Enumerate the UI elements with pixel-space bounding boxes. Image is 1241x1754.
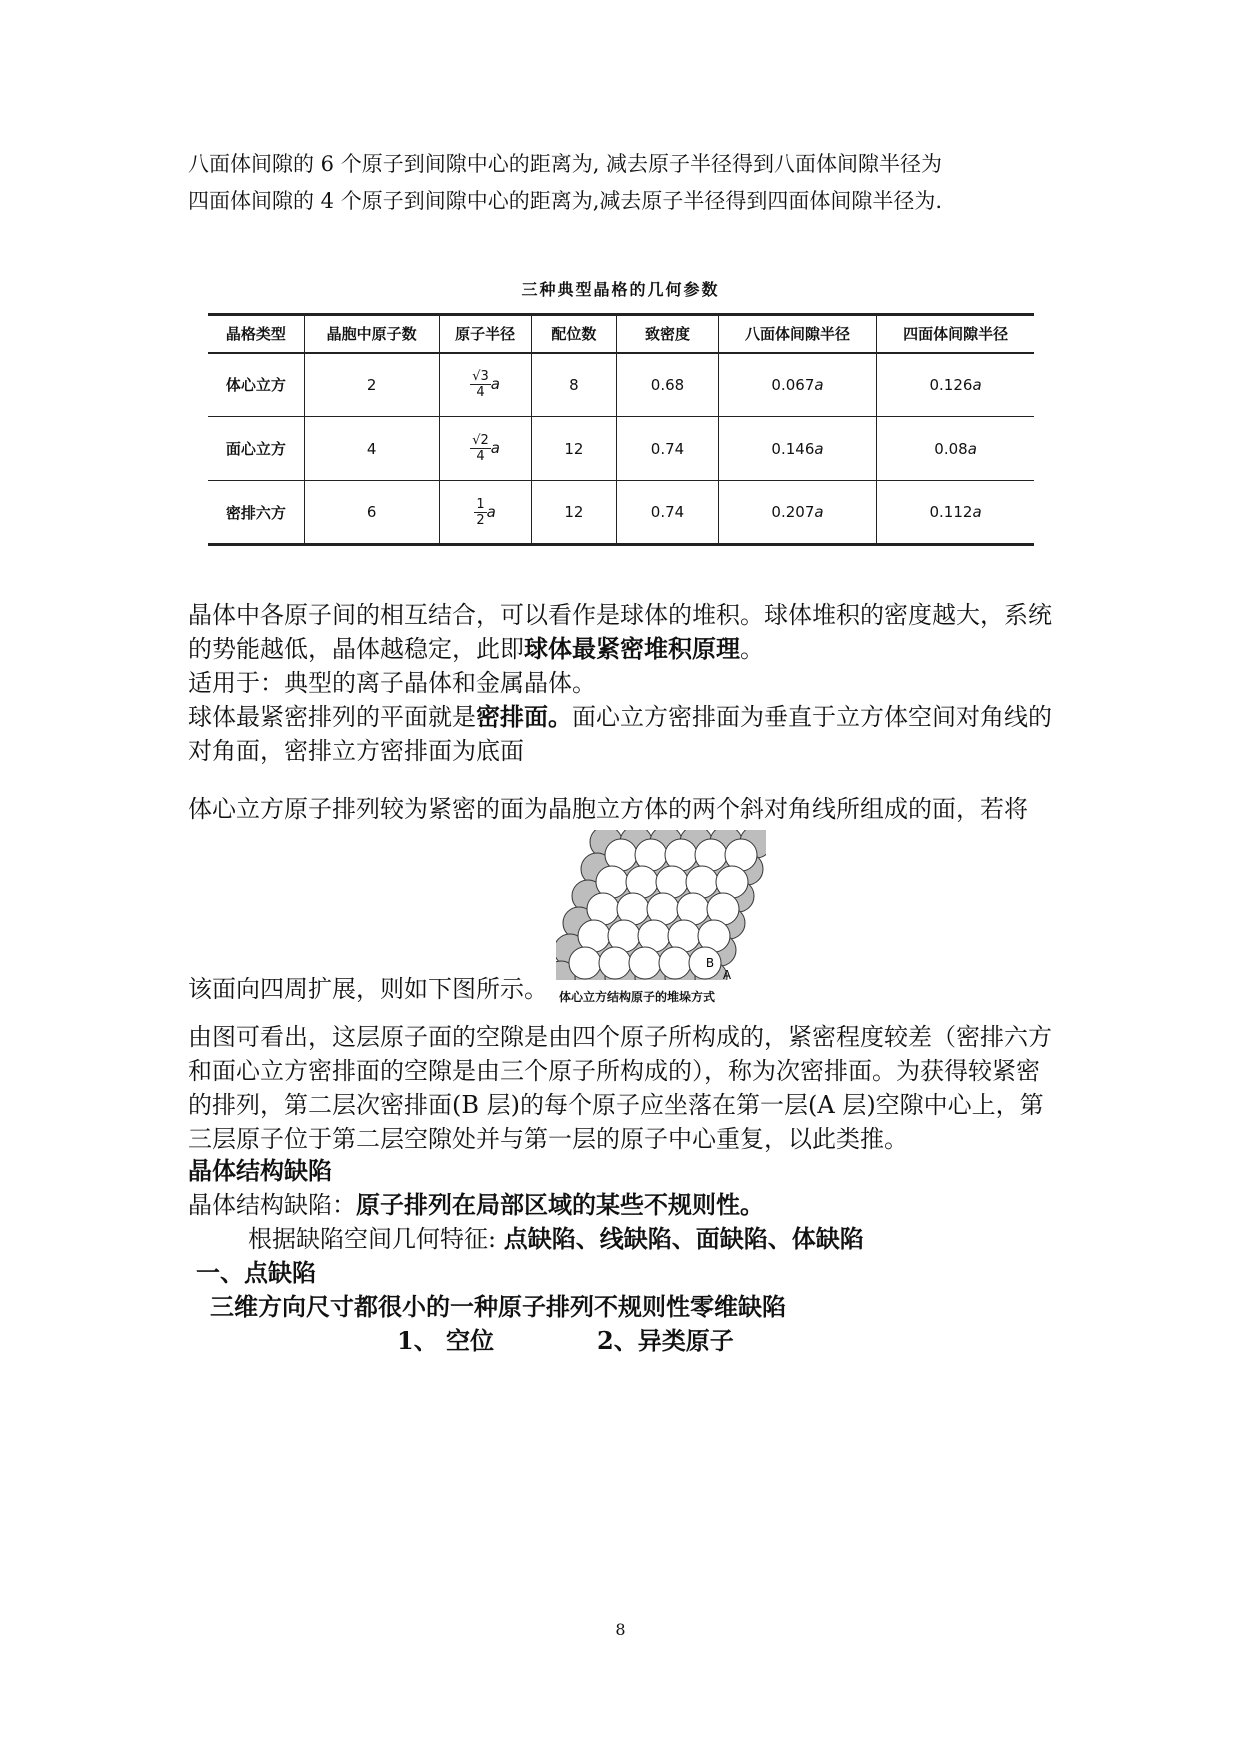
radius-fraction: $\frac{√3}{4}$ <box>472 369 489 401</box>
header-atoms-per-cell: 晶胞中原子数 <box>304 315 439 353</box>
lattice-parameters-table <box>208 313 1034 546</box>
cell-atoms: 6 <box>304 481 439 545</box>
table-title: 三种典型晶格的几何参数 <box>521 280 720 299</box>
layer-a-label: A <box>722 968 732 980</box>
layer-b-label: B <box>705 956 715 970</box>
item-foreign-atom: 2、异类原子 <box>597 1326 734 1355</box>
cell-density: 0.68 <box>617 353 719 417</box>
cell-lattice-type: 面心立方 <box>225 440 286 458</box>
defect-classification: 根据缺陷空间几何特征: 点缺陷、线缺陷、面缺陷、体缺陷 <box>248 1224 864 1253</box>
cell-octahedral: 0.207a <box>718 481 876 545</box>
atom-layer-b <box>629 947 661 979</box>
paragraph-secondary-close-packed: 由图可看出，这层原子面的空隙是由四个原子所构成的，紧密程度较差（密排六方和面心立方密排面的空隙是由三个原子所构成的），称为次密排面。为获得较紧密的排列，第二层次密排面(B 层)的每个原子应坐落在第一层(A 层)空隙中心上，第三层原子位于第二层空隙处并与第一层的原子中心重复，以此类推。 <box>188 1023 1052 1153</box>
page-number: 8 <box>615 1620 626 1639</box>
atom-layer-b <box>659 947 691 979</box>
cell-coordination: 12 <box>531 417 617 481</box>
bcc-stacking-figure <box>556 830 766 980</box>
header-packing-density: 致密度 <box>617 315 719 353</box>
paragraph-close-packed-plane: 球体最紧密排列的平面就是密排面。面心立方密排面为垂直于立方体空间对角线的对角面，密排立方密排面为底面 <box>188 702 1052 765</box>
header-tetrahedral-gap: 四面体间隙半径 <box>877 315 1034 353</box>
point-defect-description: 三维方向尺寸都很小的一种原子排列不规则性零维缺陷 <box>210 1292 786 1321</box>
cell-radius: $\frac{√3}{4}$ a <box>439 353 531 417</box>
radius-fraction: $\frac{1}{2}$ <box>476 496 485 528</box>
cell-octahedral: 0.146a <box>718 417 876 481</box>
header-octahedral-gap: 八面体间隙半径 <box>718 315 876 353</box>
paragraph-bcc-plane: 体心立方原子排列较为紧密的面为晶胞立方体的两个斜对角线所组成的面，若将 <box>188 795 1028 823</box>
cell-radius: $\frac{√2}{4}$ a <box>439 417 531 481</box>
cell-lattice-type: 密排六方 <box>225 503 286 522</box>
atom-layer-b <box>569 947 601 979</box>
radius-fraction: $\frac{√2}{4}$ <box>472 433 489 464</box>
table-row <box>208 417 1034 481</box>
intro-line-2: 四面体间隙的 4 个原子到间隙中心的距离为,减去原子半径得到四面体间隙半径为. <box>188 189 943 213</box>
cell-tetrahedral: 0.08a <box>877 417 1034 481</box>
heading-crystal-defects: 晶体结构缺陷 <box>188 1156 332 1185</box>
paragraph-expand-plane: 该面向四周扩展，则如下图所示。 <box>188 975 548 1003</box>
heading-point-defects: 一、点缺陷 <box>196 1258 316 1287</box>
cell-density: 0.74 <box>617 481 719 545</box>
cell-coordination: 12 <box>531 481 617 545</box>
table-row <box>208 353 1034 417</box>
cell-lattice-type: 体心立方 <box>225 376 286 395</box>
cell-radius: $\frac{1}{2}$ a <box>439 481 531 545</box>
intro-line-1: 八面体间隙的 6 个原子到间隙中心的距离为, 减去原子半径得到八面体间隙半径为 <box>188 152 943 176</box>
cell-atoms: 4 <box>304 417 439 481</box>
paragraph-applies-to: 适用于：典型的离子晶体和金属晶体。 <box>188 669 596 697</box>
cell-octahedral: 0.067a <box>718 353 876 417</box>
header-lattice-type: 晶格类型 <box>225 325 286 344</box>
definition-crystal-defects: 晶体结构缺陷：原子排列在局部区域的某些不规则性。 <box>188 1190 764 1219</box>
table-header-row <box>208 315 1034 353</box>
cell-tetrahedral: 0.126a <box>877 353 1034 417</box>
figure-caption: 体心立方结构原子的堆垛方式 <box>559 990 716 1004</box>
cell-coordination: 8 <box>531 353 617 417</box>
cell-atoms: 2 <box>304 353 439 417</box>
item-vacancy: 1、 空位 <box>397 1326 495 1355</box>
header-coordination-number: 配位数 <box>531 315 617 353</box>
cell-tetrahedral: 0.112a <box>877 481 1034 545</box>
cell-density: 0.74 <box>617 417 719 481</box>
paragraph-packing-principle: 晶体中各原子间的相互结合，可以看作是球体的堆积。球体堆积的密度越大，系统的势能越低，晶体越稳定，此即球体最紧密堆积原理。 <box>188 601 1052 663</box>
header-atomic-radius: 原子半径 <box>439 315 531 353</box>
table-row <box>208 481 1034 545</box>
atom-layer-b <box>599 947 631 979</box>
